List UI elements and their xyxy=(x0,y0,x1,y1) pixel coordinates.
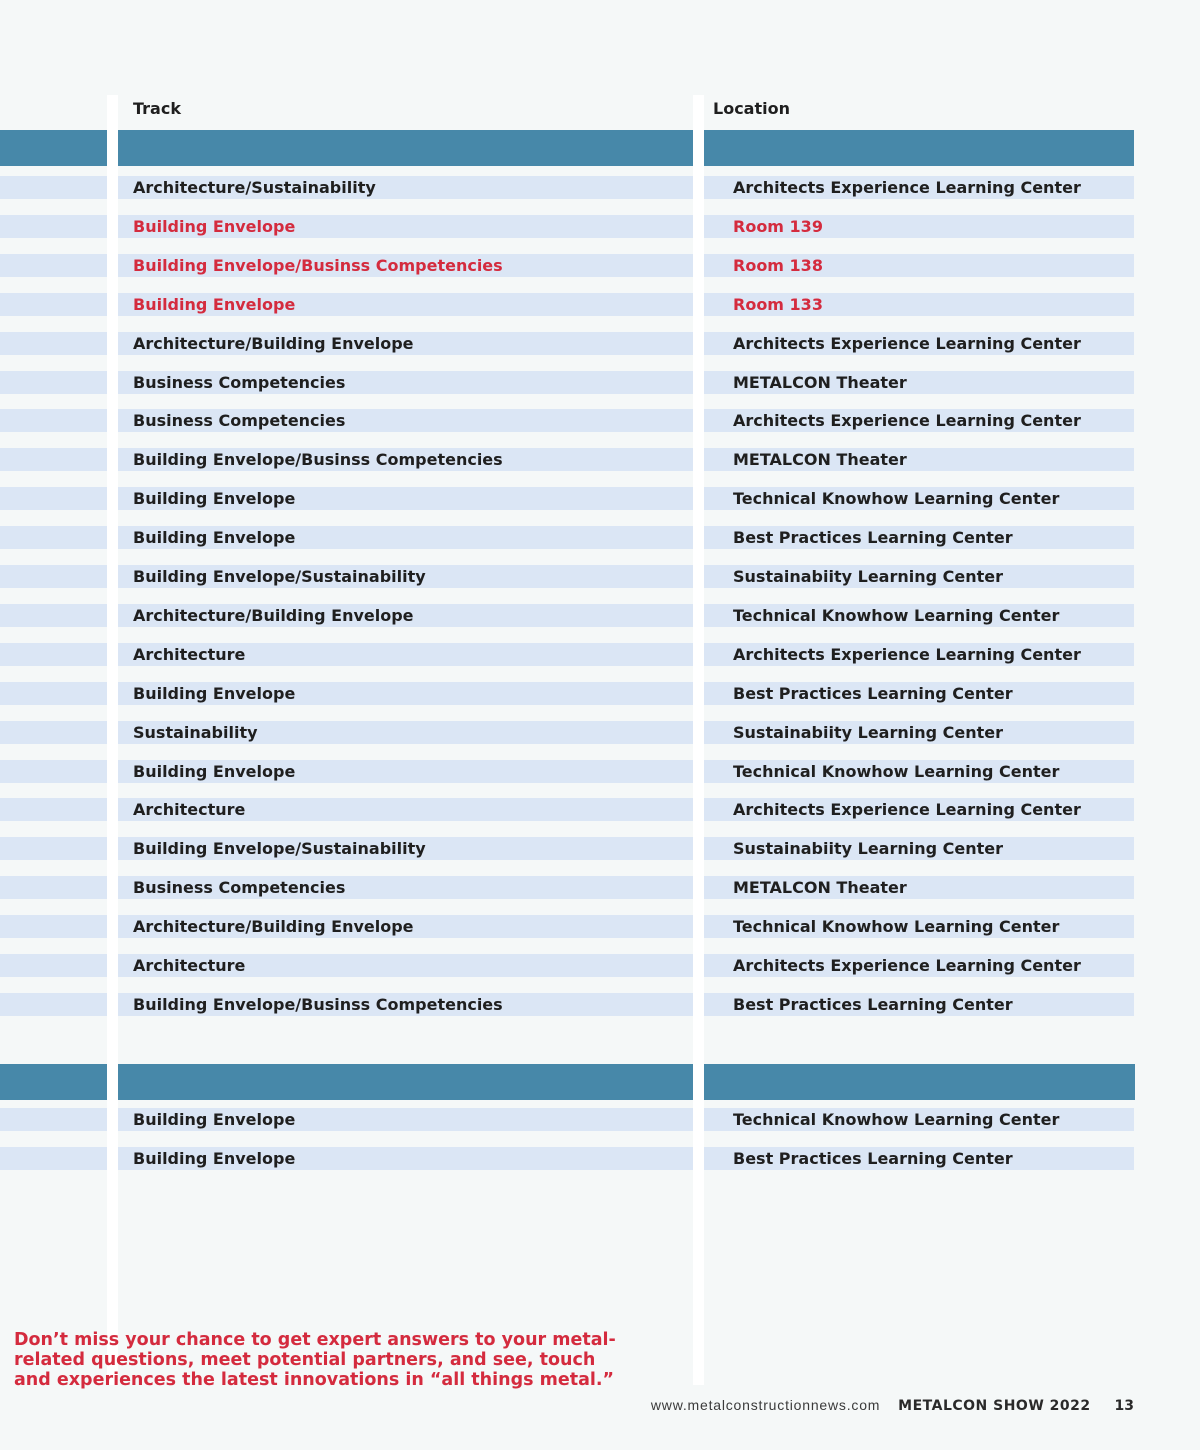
row-stub-cell xyxy=(0,526,107,549)
location-cell: Architects Experience Learning Center xyxy=(704,798,1134,821)
location-cell: Technical Knowhow Learning Center xyxy=(704,915,1134,938)
track-cell: Building Envelope xyxy=(118,526,693,549)
pull-quote-line: and experiences the latest innovations in “all things metal.” xyxy=(14,1370,615,1390)
table-row xyxy=(0,409,1134,432)
track-cell: Building Envelope/Sustainability xyxy=(118,565,693,588)
table-row xyxy=(0,565,1134,588)
table-row xyxy=(0,643,1134,666)
track-cell: Architecture/Sustainability xyxy=(118,176,693,199)
row-stub-cell xyxy=(0,254,107,277)
location-column-header: Location xyxy=(713,99,790,118)
location-cell: Best Practices Learning Center xyxy=(704,526,1134,549)
row-stub-cell xyxy=(0,1147,107,1170)
location-cell: Architects Experience Learning Center xyxy=(704,176,1134,199)
location-cell: Sustainabiity Learning Center xyxy=(704,565,1134,588)
row-stub-cell xyxy=(0,487,107,510)
table-row xyxy=(0,954,1134,977)
table-row xyxy=(0,448,1134,471)
location-cell: Technical Knowhow Learning Center xyxy=(704,1108,1134,1131)
row-stub-cell xyxy=(0,954,107,977)
pull-quote xyxy=(14,1330,694,1390)
table-row xyxy=(0,721,1134,744)
table-row xyxy=(0,876,1134,899)
row-stub-cell xyxy=(0,332,107,355)
track-column-header: Track xyxy=(133,99,181,118)
location-cell: Architects Experience Learning Center xyxy=(704,332,1134,355)
table-row xyxy=(0,487,1134,510)
table-row xyxy=(0,254,1134,277)
location-cell: Architects Experience Learning Center xyxy=(704,409,1134,432)
track-cell: Building Envelope xyxy=(118,1108,693,1131)
track-cell: Building Envelope/Sustainability xyxy=(118,837,693,860)
track-cell: Building Envelope/Businss Competencies xyxy=(118,448,693,471)
row-stub-cell xyxy=(0,837,107,860)
table-row xyxy=(0,215,1134,238)
track-cell: Building Envelope/Businss Competencies xyxy=(118,993,693,1016)
row-stub-cell xyxy=(0,215,107,238)
row-stub-cell xyxy=(0,371,107,394)
track-cell: Architecture xyxy=(118,954,693,977)
footer-publication-title: METALCON SHOW 2022 xyxy=(898,1398,1091,1414)
location-cell: METALCON Theater xyxy=(704,876,1134,899)
track-cell: Sustainability xyxy=(118,721,693,744)
row-stub-cell xyxy=(0,604,107,627)
track-cell: Business Competencies xyxy=(118,876,693,899)
location-cell: Technical Knowhow Learning Center xyxy=(704,604,1134,627)
track-cell: Architecture xyxy=(118,643,693,666)
pull-quote-line: Don’t miss your chance to get expert answers to your metal- xyxy=(14,1330,616,1350)
footer-url-link[interactable]: www.metalconstructionnews.com xyxy=(650,1397,881,1413)
row-stub-cell xyxy=(0,760,107,783)
track-cell: Building Envelope xyxy=(118,760,693,783)
page-number: 13 xyxy=(1114,1398,1134,1414)
table-row xyxy=(0,176,1134,199)
table-row xyxy=(0,604,1134,627)
track-cell: Building Envelope xyxy=(118,215,693,238)
table-row xyxy=(0,993,1134,1016)
row-stub-cell xyxy=(0,993,107,1016)
row-stub-cell xyxy=(0,1108,107,1131)
track-cell: Architecture/Building Envelope xyxy=(118,604,693,627)
location-cell: Technical Knowhow Learning Center xyxy=(704,760,1134,783)
table-row xyxy=(0,915,1134,938)
track-cell: Building Envelope xyxy=(118,487,693,510)
track-cell: Business Competencies xyxy=(118,409,693,432)
row-stub-cell xyxy=(0,798,107,821)
track-cell: Building Envelope xyxy=(118,1147,693,1170)
location-cell: Room 133 xyxy=(704,293,1134,316)
row-stub-cell xyxy=(0,409,107,432)
pull-quote-line: related questions, meet potential partners, and see, touch xyxy=(14,1350,596,1370)
location-cell: Best Practices Learning Center xyxy=(704,1147,1134,1170)
location-cell: Room 138 xyxy=(704,254,1134,277)
row-stub-cell xyxy=(0,721,107,744)
track-cell: Building Envelope xyxy=(118,682,693,705)
location-cell: Architects Experience Learning Center xyxy=(704,643,1134,666)
location-cell: Sustainabiity Learning Center xyxy=(704,721,1134,744)
track-cell: Building Envelope xyxy=(118,293,693,316)
table-row xyxy=(0,526,1134,549)
table-row xyxy=(0,371,1134,394)
location-cell: Room 139 xyxy=(704,215,1134,238)
row-stub-cell xyxy=(0,293,107,316)
row-stub-cell xyxy=(0,915,107,938)
page-footer xyxy=(651,1396,1134,1415)
track-cell: Architecture/Building Envelope xyxy=(118,332,693,355)
location-cell: Best Practices Learning Center xyxy=(704,993,1134,1016)
row-stub-cell xyxy=(0,565,107,588)
location-cell: Best Practices Learning Center xyxy=(704,682,1134,705)
track-cell: Architecture xyxy=(118,798,693,821)
location-cell: METALCON Theater xyxy=(704,371,1134,394)
row-stub-cell xyxy=(0,448,107,471)
track-cell: Building Envelope/Businss Competencies xyxy=(118,254,693,277)
row-stub-cell xyxy=(0,176,107,199)
location-cell: METALCON Theater xyxy=(704,448,1134,471)
table-row xyxy=(0,682,1134,705)
table-row xyxy=(0,837,1134,860)
track-cell: Architecture/Building Envelope xyxy=(118,915,693,938)
row-stub-cell xyxy=(0,682,107,705)
table-row xyxy=(0,1147,1134,1170)
track-cell: Business Competencies xyxy=(118,371,693,394)
row-stub-cell xyxy=(0,643,107,666)
table-row xyxy=(0,332,1134,355)
table-row xyxy=(0,798,1134,821)
table-row xyxy=(0,293,1134,316)
table-row xyxy=(0,1108,1134,1131)
table-row xyxy=(0,760,1134,783)
location-cell: Architects Experience Learning Center xyxy=(704,954,1134,977)
location-cell: Sustainabiity Learning Center xyxy=(704,837,1134,860)
row-stub-cell xyxy=(0,876,107,899)
location-cell: Technical Knowhow Learning Center xyxy=(704,487,1134,510)
